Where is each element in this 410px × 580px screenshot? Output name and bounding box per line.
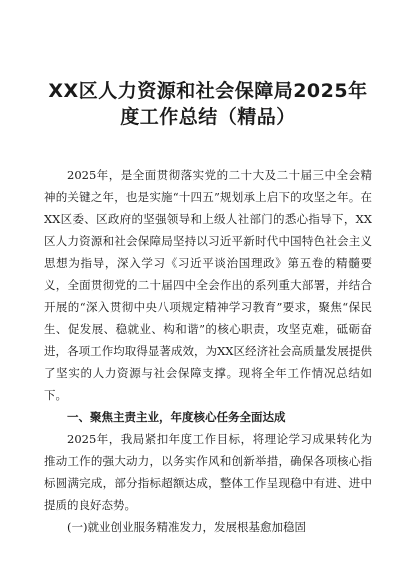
intro-paragraph: 2025年，是全面贯彻落实党的二十大及二十届三中全会精神的关键之年，也是实施“十四五”规划承上启下的攻坚之年。在XX区委、区政府的坚强领导和上级人社部门的悉心指导下，XX区人力资源和社会保障局坚持以习近平新时代中国特色社会主义思想为指导，深入学习《习近平谈治国理政》第五卷的精髓要义，全面贯彻党的二十届四中全会作出的系列重大部署，并结合开展的“深入贯彻中央八项规定精神学习教育”要求，聚焦“保民生、促发展、稳就业、构和谐”的核心职责，攻坚克难，砥砺奋进，各项工作均取得显著成效，为XX区经济社会高质量发展提供了坚实的人力资源与社会保障支撑。现将全年工作情况总结如下。 <box>44 168 372 402</box>
subsection-heading-1: (一)就业创业服务精准发力，发展根基愈加稳固 <box>67 520 306 534</box>
section-heading-1: 一、聚焦主责主业，年度核心任务全面达成 <box>67 410 286 424</box>
section-1-paragraph: 2025年，我局紧扣年度工作目标，将理论学习成果转化为推动工作的强大动力，以务实作风和创新举措，确保各项核心指标圆满完成，部分指标超额达成，整体工作呈现稳中有进、进中提质的良好态势。 <box>44 432 372 512</box>
document-title: XX区人力资源和社会保障局2025年度工作总结（精品） <box>48 80 368 128</box>
